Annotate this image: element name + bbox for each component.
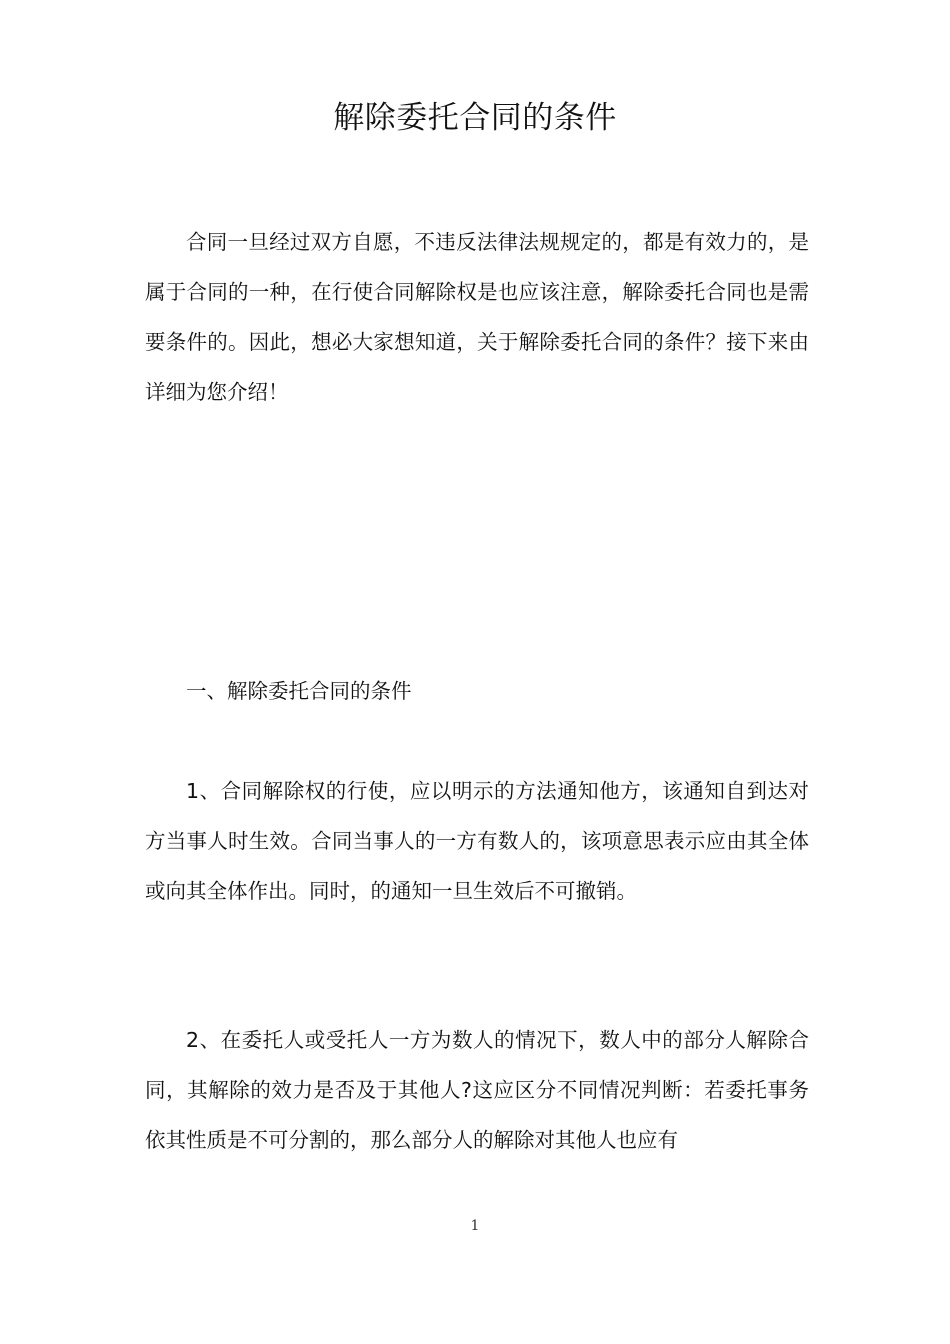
condition-item-1: 1、合同解除权的行使，应以明示的方法通知他方，该通知自到达对方当事人时生效。合同当事人的一方有数人的，该项意思表示应由其全体或向其全体作出。同时，的通知一旦生效后不可撤销。: [145, 779, 809, 903]
condition-item-2: 2、在委托人或受托人一方为数人的情况下，数人中的部分人解除合同，其解除的效力是否及于其他人?这应区分不同情况判断：若委托事务依其性质是不可分割的，那么部分人的解除对其他人也应有: [145, 1028, 809, 1152]
document-title: 解除委托合同的条件: [333, 100, 617, 136]
section-heading: 一、解除委托合同的条件: [186, 679, 412, 703]
page-number: 1: [470, 1218, 480, 1234]
intro-paragraph: 合同一旦经过双方自愿，不违反法律法规规定的，都是有效力的，是属于合同的一种，在行使合同解除权是也应该注意，解除委托合同也是需要条件的。因此，想必大家想知道，关于解除委托合同的条件？接下来由详细为您介绍！: [145, 230, 809, 404]
